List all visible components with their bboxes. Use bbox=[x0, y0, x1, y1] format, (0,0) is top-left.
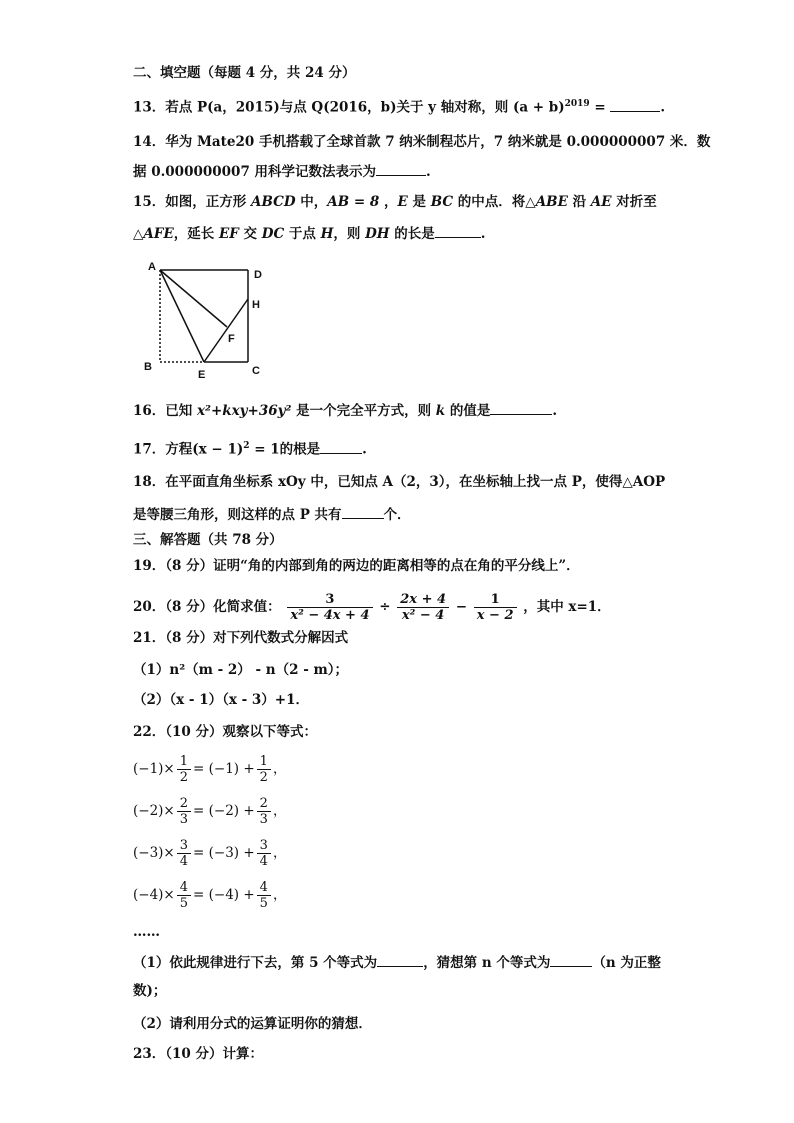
question-21-part-2: （2）（x - 1）（x - 3）+1． bbox=[133, 692, 309, 708]
q17-expr: (x − 1) bbox=[192, 441, 244, 458]
label-f: F bbox=[228, 333, 235, 345]
q16-text-a: 16．已知 bbox=[133, 403, 197, 419]
q15-text-g: 对折至 bbox=[611, 194, 657, 210]
eq2-frac-b-den: 3 bbox=[259, 812, 268, 827]
q15-text-b: 中， bbox=[295, 194, 328, 210]
question-22-title: 22．（10 分）观察以下等式： bbox=[133, 724, 318, 740]
q20-f3-denominator: x − 2 bbox=[476, 608, 514, 623]
label-h: H bbox=[252, 299, 260, 311]
eq1-frac-b-num: 1 bbox=[257, 754, 271, 770]
q22-ellipsis: …… bbox=[133, 924, 160, 940]
eq1-frac-b bbox=[257, 754, 271, 785]
segment-af bbox=[160, 270, 227, 327]
label-a: A bbox=[148, 261, 156, 273]
eq1-frac-a bbox=[177, 754, 191, 785]
q20-f2-numerator: 2x + 4 bbox=[397, 592, 449, 608]
q15-text-f: 沿 bbox=[567, 194, 591, 210]
q16-text-c: 的值是 bbox=[445, 403, 491, 419]
q17-exponent: 2 bbox=[243, 441, 250, 451]
eq3-mid: = (−3) + bbox=[193, 845, 255, 861]
eq2-frac-a bbox=[177, 796, 191, 827]
eq1-left: (−1)× bbox=[133, 761, 175, 777]
eq1-comma: ， bbox=[272, 761, 287, 777]
q15-text-d: 是 bbox=[407, 194, 431, 210]
q22-equation-3 bbox=[133, 838, 286, 869]
question-18-line2 bbox=[133, 504, 411, 525]
eq3-frac-a bbox=[177, 838, 191, 869]
q14-text: 据 0.000000007 用科学记数法表示为 bbox=[133, 164, 377, 180]
q16-k: k bbox=[435, 403, 446, 419]
q16-expr: x²+kxy+36y² bbox=[197, 403, 292, 419]
q20-text-b: ，其中 x=1． bbox=[523, 599, 611, 615]
question-22-part-1-line2: 数)； bbox=[133, 983, 167, 999]
question-16 bbox=[133, 400, 557, 421]
eq2-frac-a-den: 3 bbox=[179, 812, 189, 827]
q18-answer-blank[interactable] bbox=[342, 504, 384, 519]
eq3-frac-b bbox=[257, 838, 271, 869]
q15-text-k: 于点 bbox=[284, 226, 321, 242]
eq3-left: (−3)× bbox=[133, 845, 175, 861]
q15-text-l: ，则 bbox=[333, 226, 366, 242]
eq3-frac-b-den: 4 bbox=[259, 854, 268, 869]
question-14-line1: 14．华为 Mate20 手机搭载了全球首款 7 纳米制程芯片，7 纳米就是 0.000000007 米．数 bbox=[133, 134, 711, 150]
q15-text-e: 的中点．将△ bbox=[453, 194, 536, 210]
q15-text-h: △ bbox=[133, 226, 144, 242]
eq1-frac-a-den: 2 bbox=[179, 770, 189, 785]
q22-p1-text-c: （n 为正整 bbox=[592, 955, 661, 971]
eq1-frac-b-den: 2 bbox=[259, 770, 268, 785]
eq2-frac-a-num: 2 bbox=[177, 796, 191, 812]
q22-p1-text-b: ，猜想第 n 个等式为 bbox=[423, 955, 551, 971]
question-17 bbox=[133, 436, 367, 460]
eq4-mid: = (−4) + bbox=[193, 887, 255, 903]
q15-bc: BC bbox=[430, 194, 454, 210]
eq3-frac-b-num: 3 bbox=[257, 838, 271, 854]
square-fold-figure bbox=[140, 258, 280, 386]
q15-text-a: 15．如图，正方形 bbox=[133, 194, 251, 210]
eq4-frac-b-num: 4 bbox=[257, 880, 271, 896]
q13-text: 13．若点 P(a，2015)与点 Q(2016，b)关于 y 轴对称，则 bbox=[133, 99, 509, 116]
q13-equals: = bbox=[594, 99, 611, 116]
q15-ef: EF bbox=[218, 226, 239, 242]
eq4-left: (−4)× bbox=[133, 887, 175, 903]
q20-fraction-3 bbox=[474, 592, 517, 623]
q16-text-b: 是一个完全平方式，则 bbox=[291, 403, 436, 419]
q15-afe: AFE bbox=[143, 226, 174, 242]
q14-period: . bbox=[426, 164, 431, 180]
eq1-frac-a-num: 1 bbox=[177, 754, 191, 770]
q13-exponent: 2019 bbox=[564, 99, 590, 109]
q20-minus: − bbox=[455, 599, 468, 615]
q18-text-b: 个． bbox=[383, 507, 411, 523]
eq3-frac-a-den: 4 bbox=[179, 854, 189, 869]
q20-divide: ÷ bbox=[379, 599, 391, 615]
q15-ae: AE bbox=[590, 194, 612, 210]
q15-text-c: ， bbox=[379, 194, 398, 210]
q15-abcd: ABCD bbox=[251, 194, 296, 210]
q15-text-m: 的长是 bbox=[389, 226, 435, 242]
question-15-line2 bbox=[133, 223, 485, 244]
eq2-frac-b bbox=[257, 796, 271, 827]
q16-answer-blank[interactable] bbox=[490, 400, 552, 415]
q18-text-a: 是等腰三角形，则这样的点 P 共有 bbox=[133, 507, 342, 523]
q13-answer-blank[interactable] bbox=[610, 97, 660, 112]
q20-f1-numerator: 3 bbox=[287, 592, 372, 608]
question-22-part-2: （2）请利用分式的运算证明你的猜想． bbox=[133, 1016, 372, 1032]
question-19: 19．（8 分）证明“角的内部到角的两边的距离相等的点在角的平分线上”． bbox=[133, 558, 580, 574]
q17-eq: = 1 bbox=[249, 441, 280, 458]
q15-e: E bbox=[397, 194, 408, 210]
label-b: B bbox=[144, 361, 152, 373]
q22-equation-2 bbox=[133, 796, 286, 827]
eq1-mid: = (−1) + bbox=[193, 761, 255, 777]
q14-answer-blank[interactable] bbox=[376, 161, 426, 176]
q15-ab: AB = 8 bbox=[327, 194, 380, 210]
q17-period: . bbox=[362, 441, 367, 458]
question-21-part-1: （1）n²（m - 2） - n（2 - m）； bbox=[133, 662, 349, 678]
eq4-frac-a-den: 5 bbox=[179, 896, 189, 911]
q15-period: . bbox=[480, 226, 486, 242]
eq2-comma: ， bbox=[272, 803, 287, 819]
eq4-frac-b bbox=[257, 880, 271, 911]
question-22-part-1-line1 bbox=[133, 952, 661, 973]
q15-text-j: 交 bbox=[238, 226, 262, 242]
q20-f1-denominator: x² − 4x + 4 bbox=[290, 608, 370, 623]
q22-answer-blank-1[interactable] bbox=[377, 952, 423, 967]
label-d: D bbox=[254, 269, 262, 281]
question-18-line1: 18．在平面直角坐标系 xOy 中，已知点 A（2，3），在坐标轴上找一点 P，使得△AOP bbox=[133, 474, 666, 490]
eq4-frac-b-den: 5 bbox=[259, 896, 268, 911]
q20-text-a: 20．（8 分）化简求值： bbox=[133, 599, 281, 615]
q20-fraction-1 bbox=[287, 592, 372, 623]
q17-answer-blank[interactable] bbox=[320, 439, 362, 454]
q17-text-b: 的根是 bbox=[279, 441, 321, 458]
q17-text-a: 17．方程 bbox=[133, 441, 193, 458]
q15-text-i: ，延长 bbox=[173, 226, 219, 242]
eq2-frac-b-num: 2 bbox=[257, 796, 271, 812]
q16-period: . bbox=[552, 403, 558, 419]
q22-p1-text-a: （1）依此规律进行下去，第 5 个等式为 bbox=[133, 955, 378, 971]
q22-equation-1 bbox=[133, 754, 286, 785]
eq3-frac-a-num: 3 bbox=[177, 838, 191, 854]
label-e: E bbox=[198, 369, 206, 381]
question-20 bbox=[133, 592, 611, 623]
q15-abe: ABE bbox=[535, 194, 568, 210]
question-21-title: 21．（8 分）对下列代数式分解因式 bbox=[133, 630, 349, 646]
question-23-title: 23．（10 分）计算： bbox=[133, 1046, 264, 1062]
q22-answer-blank-2[interactable] bbox=[550, 952, 592, 967]
eq2-left: (−2)× bbox=[133, 803, 175, 819]
q15-dh: DH bbox=[365, 226, 390, 242]
question-14-line2 bbox=[133, 161, 431, 182]
question-13 bbox=[133, 94, 665, 118]
q13-period: . bbox=[660, 99, 666, 116]
section-3-title: 三、解答题（共 78 分） bbox=[133, 532, 283, 548]
q20-f3-numerator: 1 bbox=[474, 592, 517, 608]
q15-answer-blank[interactable] bbox=[435, 223, 481, 238]
q20-f2-denominator: x² − 4 bbox=[401, 608, 445, 623]
eq3-comma: ， bbox=[272, 845, 287, 861]
segment-ae bbox=[160, 270, 204, 362]
section-2-title: 二、填空题（每题 4 分，共 24 分） bbox=[133, 65, 356, 81]
eq4-frac-a bbox=[177, 880, 191, 911]
q22-equation-4 bbox=[133, 880, 286, 911]
eq4-comma: ， bbox=[272, 887, 287, 903]
question-15-line1 bbox=[133, 192, 657, 212]
label-c: C bbox=[252, 365, 260, 377]
q15-h: H bbox=[320, 226, 334, 242]
eq4-frac-a-num: 4 bbox=[177, 880, 191, 896]
eq2-mid: = (−2) + bbox=[193, 803, 255, 819]
q15-dc: DC bbox=[261, 226, 285, 242]
q13-expr: (a + b) bbox=[512, 99, 565, 116]
segment-eh bbox=[204, 299, 248, 362]
q20-fraction-2 bbox=[397, 592, 449, 623]
